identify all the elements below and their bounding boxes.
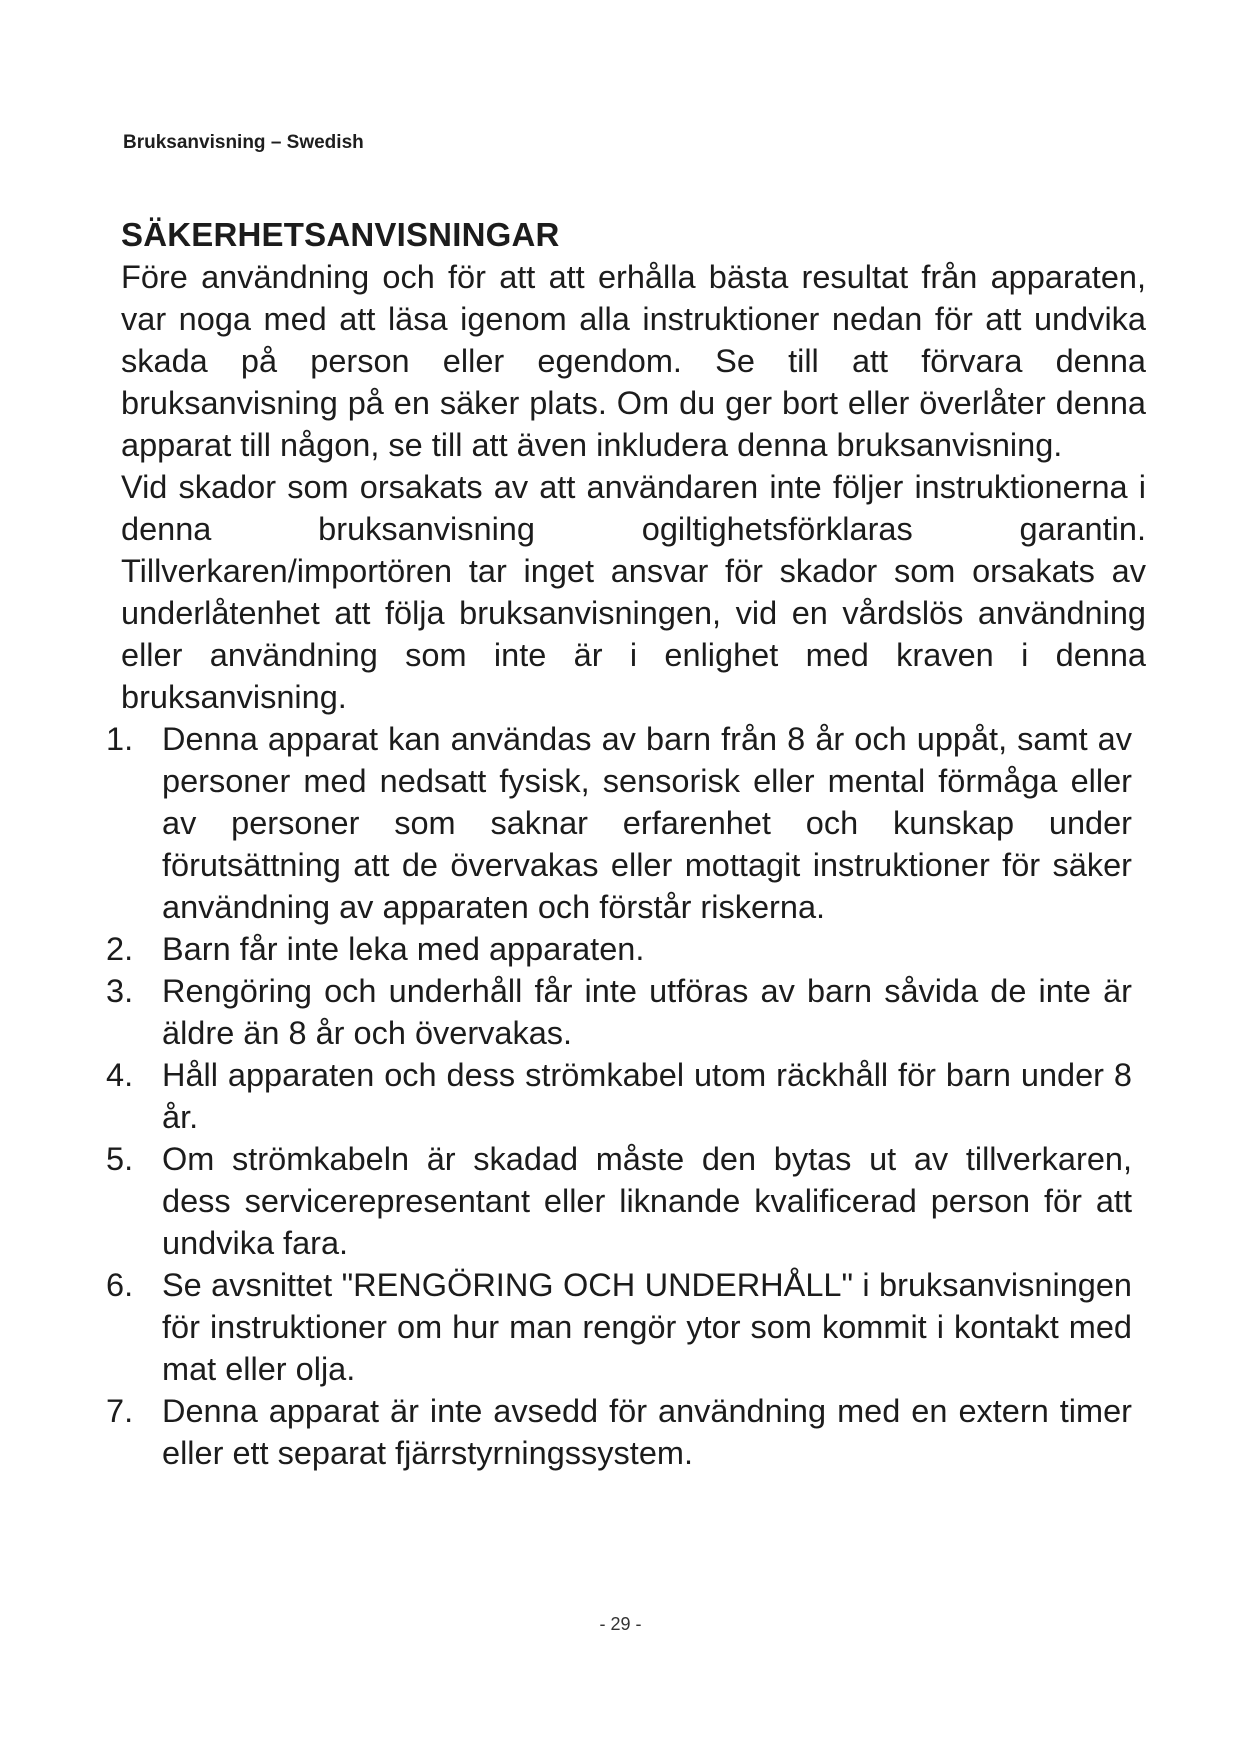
list-item (106, 1264, 1146, 1390)
list-item-text: Barn får inte leka med apparaten. (162, 931, 645, 967)
page-number: - 29 - (599, 1614, 642, 1634)
section-title: SÄKERHETSANVISNINGAR (121, 216, 560, 253)
list-item (106, 1138, 1146, 1264)
list-item (106, 718, 1146, 928)
list-item-text: Denna apparat kan användas av barn från 8 år och uppåt, samt av personer med nedsatt fysisk, sensorisk eller mental förmåga eller av personer som saknar erfarenhet och kunskap under förutsättning att de övervakas eller mottagit instruktioner för säker användning av apparaten och förstår riskerna. (162, 721, 1132, 925)
list-item (106, 970, 1146, 1054)
list-item-number: 7. (106, 1393, 134, 1429)
list-item (106, 1054, 1146, 1138)
list-item-text: Om strömkabeln är skadad måste den bytas ut av tillverkaren, dess servicerepresentant eller liknande kvalificerad person för att undvika fara. (162, 1141, 1132, 1261)
list-item-number: 5. (106, 1141, 134, 1177)
list-item-text: Se avsnittet "RENGÖRING OCH UNDERHÅLL" i bruksanvisningen för instruktioner om hur man rengör ytor som kommit i kontakt med mat eller olja. (162, 1267, 1132, 1387)
running-header: Bruksanvisning – Swedish (123, 132, 364, 153)
list-item-text: Denna apparat är inte avsedd för användning med en extern timer eller ett separat fjärrstyrningssystem. (162, 1393, 1132, 1471)
list-item-number: 4. (106, 1057, 134, 1093)
list-item (106, 928, 1146, 970)
list-item-number: 2. (106, 931, 134, 967)
list-item-number: 6. (106, 1267, 134, 1303)
intro-paragraph: Före användning och för att att erhålla bästa resultat från apparaten, var noga med att läsa igenom alla instruktioner nedan för att undvika skada på person eller egendom. Se till att förvara denna bruksanvisning på en säker plats. Om du ger bort eller överlåter denna apparat till någon, se till att även inkludera denna bruksanvisning. (121, 259, 1146, 463)
list-item-number: 3. (106, 973, 134, 1009)
list-item-number: 1. (106, 721, 134, 757)
list-item (106, 1390, 1146, 1474)
list-item-text: Rengöring och underhåll får inte utföras av barn såvida de inte är äldre än 8 år och övervakas. (162, 973, 1132, 1051)
list-item-text: Håll apparaten och dess strömkabel utom räckhåll för barn under 8 år. (162, 1057, 1132, 1135)
warranty-paragraph: Vid skador som orsakats av att användaren inte följer instruktionerna i denna bruksanvisning ogiltighetsförklaras garantin. Tillverkaren/importören tar inget ansvar för skador som orsakats av underlåtenhet att följa bruksanvisningen, vid en vårdslös användning eller användning som inte är i enlighet med kraven i denna bruksanvisning. (121, 469, 1146, 715)
safety-section (106, 214, 1146, 1474)
safety-list (106, 718, 1146, 1474)
